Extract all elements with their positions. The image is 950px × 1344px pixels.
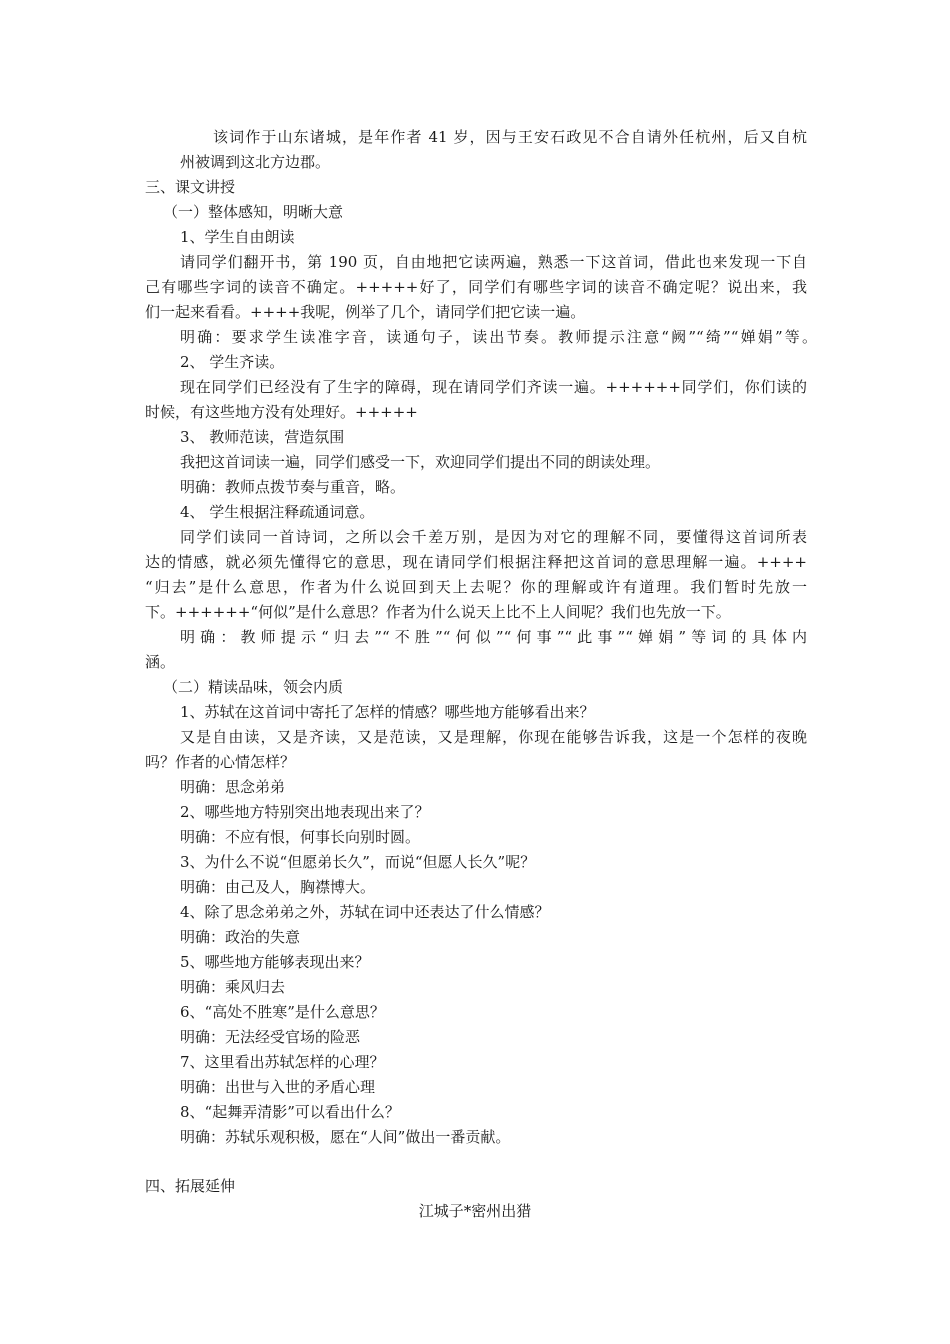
answer-line: 明确：乘风归去 [180, 978, 286, 996]
question-line: 6、“高处不胜寒”是什么意思？ [180, 1003, 385, 1021]
text-line: 请同学们翻开书，第 190 页，自由地把它读两遍，熟悉一下这首词，借此也来发现一下自 [180, 253, 807, 271]
text-line: 1、学生自由朗读 [180, 228, 295, 246]
section-heading: 四、拓展延伸 [145, 1177, 236, 1195]
question-line: 5、哪些地方能够表现出来？ [180, 953, 370, 971]
text-line: 现在同学们已经没有了生字的障碍，现在请同学们齐读一遍。++++++同学们，你们读的 [180, 378, 807, 396]
answer-line: 明确：政治的失意 [180, 928, 301, 946]
question-line: 7、这里看出苏轼怎样的心理？ [180, 1053, 385, 1071]
text-line: 又是自由读，又是齐读，又是范读，又是理解，你现在能够告诉我，这是一个怎样的夜晚 [180, 728, 807, 746]
subsection-heading: （一）整体感知，明晰大意 [163, 203, 344, 221]
question-line: 4、除了思念弟弟之外，苏轼在词中还表达了什么情感？ [180, 903, 550, 921]
text-line: 2、 学生齐读。 [180, 353, 285, 371]
text-line: 同学们读同一首诗词，之所以会千差万别，是因为对它的理解不同，要懂得这首词所表 [180, 528, 807, 546]
text-line: 3、 教师范读，营造氛围 [180, 428, 345, 446]
text-line: 明确：教师提示“归去”“不胜”“何似”“何事”“此事”“婵娟”等词的具体内 [180, 628, 807, 646]
question-line: 1、苏轼在这首词中寄托了怎样的情感？哪些地方能够看出来？ [180, 703, 595, 721]
text-line: 4、 学生根据注释疏通词意。 [180, 503, 375, 521]
text-line: 达的情感，就必须先懂得它的意思，现在请同学们根据注释把这首词的意思理解一遍。++++ [145, 553, 807, 571]
text-line: 明确：要求学生读准字音，读通句子，读出节奏。教师提示注意“阙”“绮”“婵娟”等。 [180, 328, 817, 346]
text-line: 们一起来看看。++++我呢，例举了几个，请同学们把它读一遍。 [145, 303, 586, 321]
subsection-heading: （二）精读品味，领会内质 [163, 678, 344, 696]
answer-line: 明确：无法经受官场的险恶 [180, 1028, 361, 1046]
answer-line: 明确：出世与入世的矛盾心理 [180, 1078, 376, 1096]
text-line: “归去”是什么意思，作者为什么说回到天上去呢？你的理解或许有道理。我们暂时先放一 [145, 578, 807, 596]
text-line: 州被调到这北方边郡。 [180, 153, 331, 171]
text-line: 涵。 [145, 653, 176, 671]
question-line: 2、哪些地方特别突出地表现出来了？ [180, 803, 430, 821]
text-line: 时候，有这些地方没有处理好。+++++ [145, 403, 418, 421]
answer-line: 明确：由己及人，胸襟博大。 [180, 878, 376, 896]
text-line: 该词作于山东诸城，是年作者 41 岁，因与王安石政见不合自请外任杭州，后又自杭 [213, 128, 807, 146]
question-line: 3、为什么不说“但愿弟长久”，而说“但愿人长久”呢？ [180, 853, 536, 871]
text-line: 下。++++++“何似”是什么意思？作者为什么说天上比不上人间呢？我们也先放一下。 [145, 603, 731, 621]
answer-line: 明确：不应有恨，何事长向别时圆。 [180, 828, 421, 846]
answer-line: 明确：思念弟弟 [180, 778, 286, 796]
text-line: 明确：教师点拨节奏与重音，略。 [180, 478, 406, 496]
question-line: 8、“起舞弄清影”可以看出什么？ [180, 1103, 400, 1121]
text-line: 吗？作者的心情怎样？ [145, 753, 296, 771]
section-heading: 三、课文讲授 [145, 178, 236, 196]
answer-line: 明确：苏轼乐观积极，愿在“人间”做出一番贡献。 [180, 1128, 511, 1146]
poem-title: 江城子*密州出猎 [418, 1202, 532, 1220]
text-line: 己有哪些字词的读音不确定。+++++好了，同学们有哪些字词的读音不确定呢？说出来，我 [145, 278, 807, 296]
text-line: 我把这首词读一遍，同学们感受一下，欢迎同学们提出不同的朗读处理。 [180, 453, 661, 471]
